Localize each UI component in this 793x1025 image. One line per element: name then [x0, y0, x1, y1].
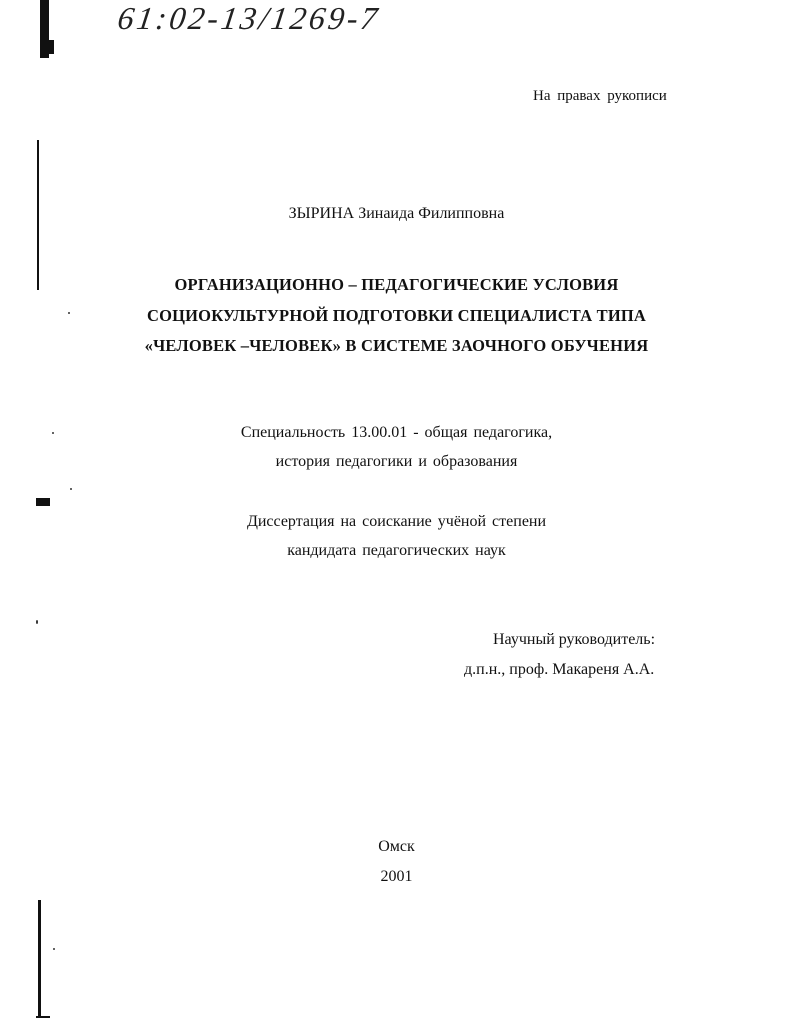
scan-speck	[70, 488, 72, 490]
scan-edge-mark	[48, 40, 54, 54]
rights-notice: На правах рукописи	[533, 88, 667, 104]
dissertation-title-line-2: СОЦИОКУЛЬТУРНОЙ ПОДГОТОВКИ СПЕЦИАЛИСТА ТИПА	[146, 306, 647, 325]
scan-edge-mark	[36, 1016, 50, 1018]
scan-speck	[36, 620, 38, 624]
city: Омск	[378, 838, 415, 855]
dissertation-title-line-3: «ЧЕЛОВЕК –ЧЕЛОВЕК» В СИСТЕМЕ ЗАОЧНОГО ОБУЧЕНИЯ	[144, 336, 649, 355]
scan-edge-mark	[36, 498, 50, 506]
author-name: ЗЫРИНА Зинаида Филипповна	[288, 205, 505, 222]
supervisor-label: Научный руководитель:	[493, 631, 656, 648]
specialty-line-2: история педагогики и образования	[275, 453, 518, 470]
supervisor-name: д.п.н., проф. Макареня А.А.	[464, 661, 655, 678]
year: 2001	[380, 868, 413, 885]
degree-line-2: кандидата педагогических наук	[287, 542, 506, 559]
degree-line-1: Диссертация на соискание учёной степени	[246, 513, 547, 530]
archive-code-handwritten: 61:02-13/1269-7	[115, 0, 383, 36]
scan-speck	[53, 948, 55, 950]
dissertation-title-line-1: ОРГАНИЗАЦИОННО – ПЕДАГОГИЧЕСКИЕ УСЛОВИЯ	[174, 275, 619, 294]
specialty-line-1: Специальность 13.00.01 - общая педагогика,	[240, 424, 553, 441]
scan-edge-line	[38, 900, 41, 1018]
